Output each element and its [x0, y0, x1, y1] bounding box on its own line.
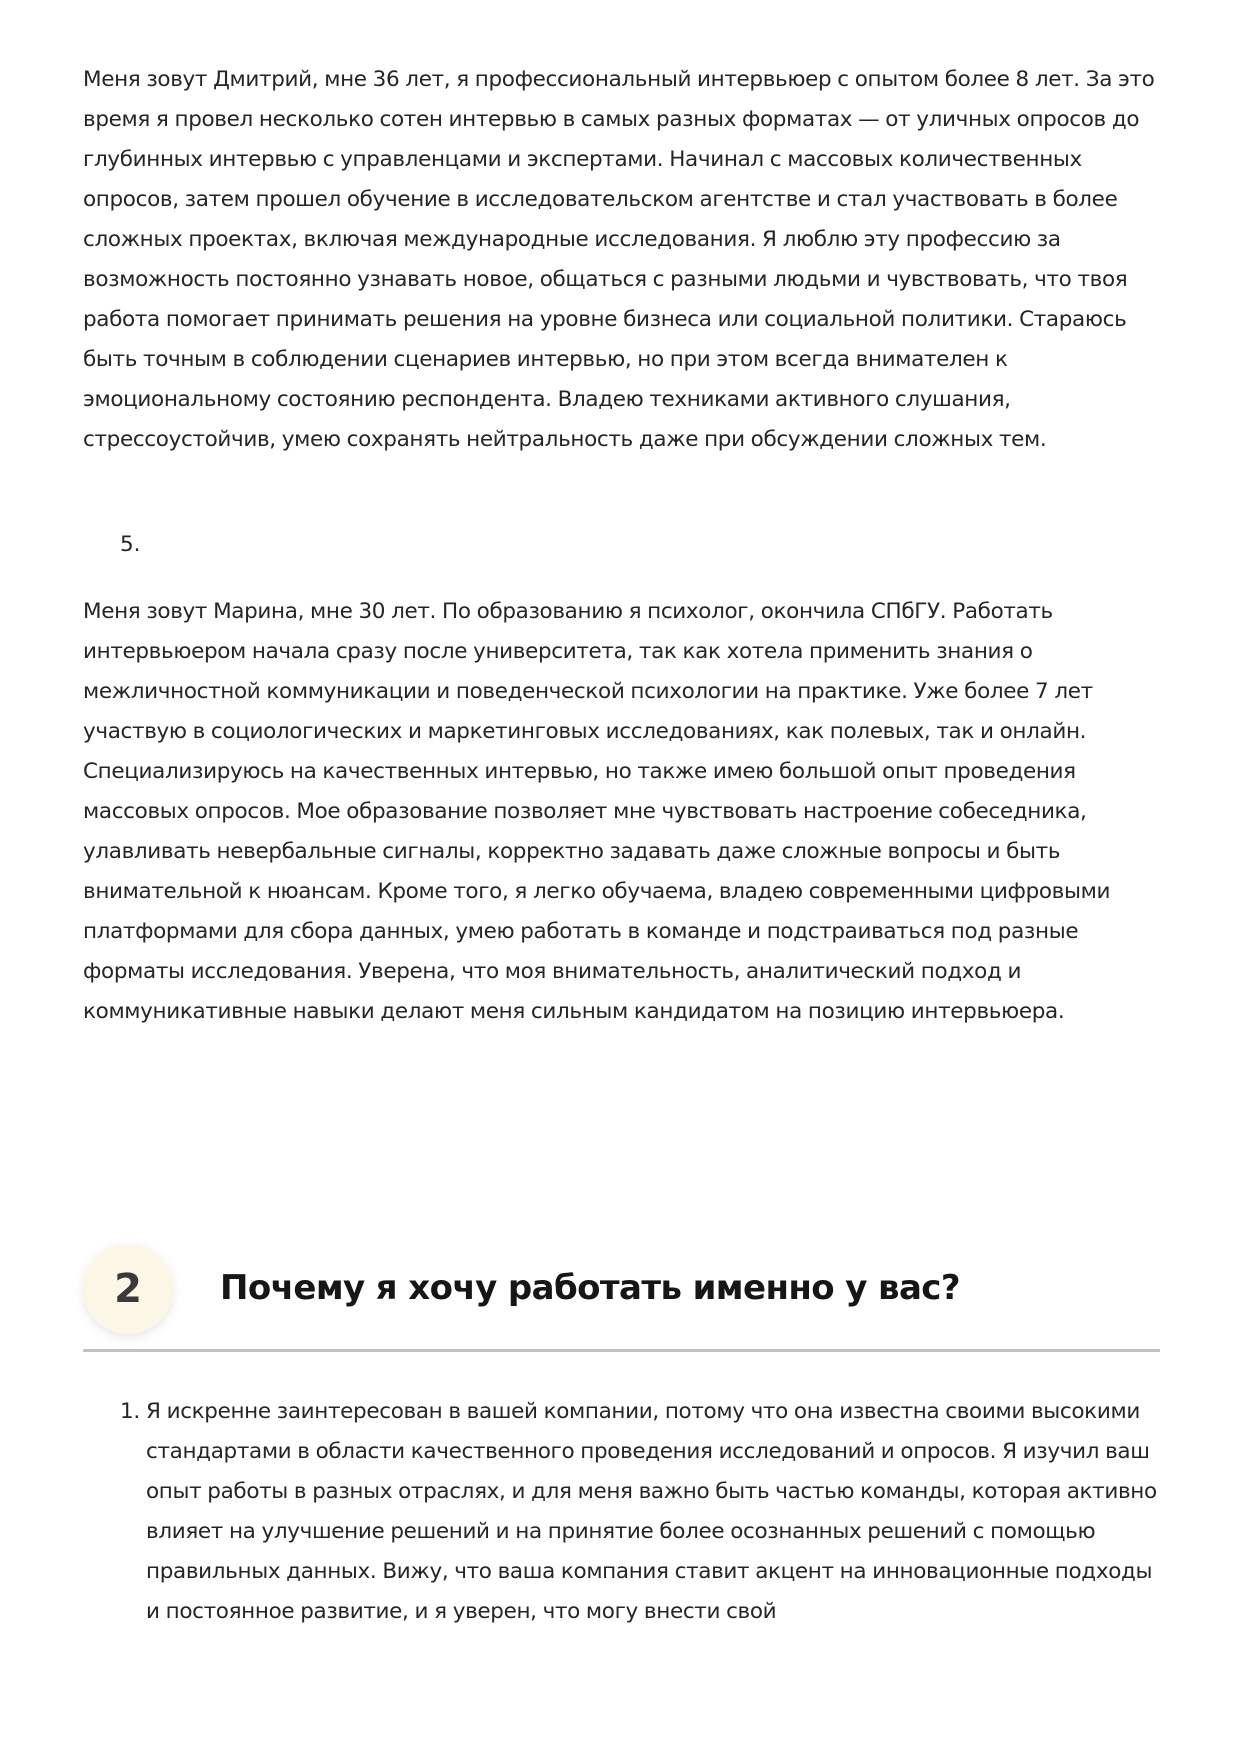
- list-marker-5: 5.: [120, 532, 141, 557]
- list-item: [83, 1392, 1168, 1632]
- paragraph-candidate-marina: Меня зовут Марина, мне 30 лет. По образованию я психолог, окончила СПбГУ. Работать интервьюером начала сразу после университета, так как хотела применить знания о межличностной коммуникации и поведенческой психологии на практике. Уже более 7 лет участвую в социологических и маркетинговых исследованиях, как полевых, так и онлайн. Специализируюсь на качественных интервью, но также имею большой опыт проведения массовых опросов. Мое образование позволяет мне чувствовать настроение собеседника, улавливать невербальные сигналы, корректно задавать даже сложные вопросы и быть внимательной к нюансам. Кроме того, я легко обучаема, владею современными цифровыми платформами для сбора данных, умею работать в команде и подстраиваться под разные форматы исследования. Уверена, что моя внимательность, аналитический подход и коммуникативные навыки делают меня сильным кандидатом на позицию интервьюера.: [83, 599, 1111, 1024]
- section-header: [83, 1244, 1160, 1354]
- list-item-text: Я искренне заинтересован в вашей компании, потому что она известна своими высокими стандартами в области качественного проведения исследований и опросов. Я изучил ваш опыт работы в разных отраслях, и для меня важно быть частью команды, которая активно влияет на улучшение решений и на принятие более осознанных решений с помощью правильных данных. Вижу, что ваша компания ставит акцент на инновационные подходы и постоянное развитие, и я уверен, что могу внести свой: [146, 1399, 1157, 1624]
- reasons-list: [83, 1392, 1168, 1632]
- section-title: Почему я хочу работать именно у вас?: [220, 1268, 960, 1308]
- list-item-number: 1.: [120, 1399, 140, 1424]
- section-divider: [83, 1349, 1160, 1352]
- section-number-badge: 2: [83, 1244, 173, 1334]
- paragraph-candidate-dmitry: Меня зовут Дмитрий, мне 36 лет, я профессиональный интервьюер с опытом более 8 лет. За это время я провел несколько сотен интервью в самых разных форматах — от уличных опросов до глубинных интервью с управленцами и экспертами. Начинал с массовых количественных опросов, затем прошел обучение в исследовательском агентстве и стал участвовать в более сложных проектах, включая международные исследования. Я люблю эту профессию за возможность постоянно узнавать новое, общаться с разными людьми и чувствовать, что твоя работа помогает принимать решения на уровне бизнеса или социальной политики. Стараюсь быть точным в соблюдении сценариев интервью, но при этом всегда внимателен к эмоциональному состоянию респондента. Владею техниками активного слушания, стрессоустойчив, умею сохранять нейтральность даже при обсуждении сложных тем.: [83, 67, 1155, 452]
